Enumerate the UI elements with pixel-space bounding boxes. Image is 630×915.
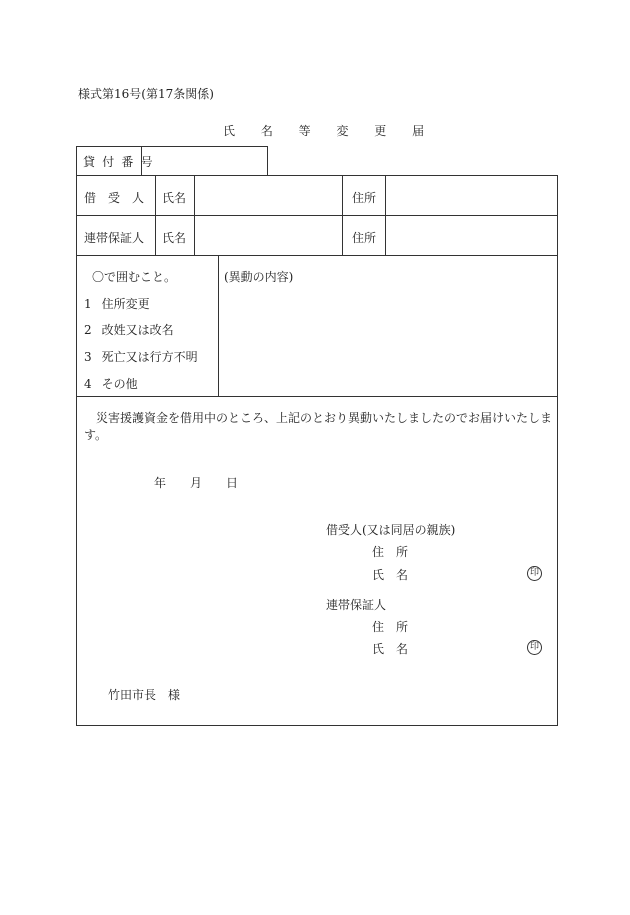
guarantor-label: 連帯保証人 [84, 231, 145, 245]
change-details-label: (異動の内容) [224, 270, 294, 284]
divider [155, 175, 156, 255]
option-number: 1 [84, 297, 92, 311]
option-item[interactable] [84, 375, 138, 392]
guarantor-name-field[interactable] [198, 225, 338, 247]
title-char: 変 [336, 124, 349, 138]
loan-number-label: 貸付番号 [83, 155, 160, 169]
divider [76, 215, 558, 216]
statement-text: 災害援護資金を借用中のところ、上記のとおり異動いたしましたのでお届けいたします。 [84, 411, 553, 442]
option-number: 3 [84, 350, 92, 364]
seal-icon: 印 [527, 566, 542, 581]
addressee: 竹田市長 様 [108, 688, 181, 702]
borrower-address-label: 住所 [352, 191, 377, 205]
option-number: 2 [84, 323, 92, 337]
guarantor-name-label: 氏名 [162, 231, 187, 245]
date-day: 日 [226, 476, 239, 490]
signer-borrower-address-label: 住 所 [372, 545, 409, 559]
option-label: 住所変更 [101, 297, 150, 311]
borrower-name-field[interactable] [198, 185, 338, 207]
borrower-name-label: 氏名 [162, 191, 187, 205]
date-month: 月 [190, 476, 203, 490]
date-year: 年 [154, 476, 167, 490]
signer-borrower-title: 借受人(又は同居の親族) [326, 523, 456, 537]
seal-icon: 印 [527, 640, 542, 655]
option-item[interactable] [84, 295, 150, 312]
option-item[interactable] [84, 348, 198, 365]
title-char: 氏 [222, 124, 235, 138]
form-title [212, 122, 435, 139]
signer-guarantor-title: 連帯保証人 [326, 598, 387, 612]
signer-borrower-name-label: 氏 名 [372, 568, 409, 582]
form-frame [76, 175, 558, 726]
divider [218, 255, 219, 396]
options-note: 〇で囲むこと。 [92, 270, 177, 284]
title-char: 更 [374, 124, 387, 138]
divider [385, 175, 386, 255]
option-item[interactable] [84, 321, 174, 338]
option-label: その他 [101, 377, 138, 391]
borrower-label: 借 受 人 [84, 191, 145, 205]
option-label: 改姓又は改名 [101, 323, 174, 337]
form-number: 様式第16号(第17条関係) [78, 87, 214, 101]
title-char: 等 [298, 124, 311, 138]
guarantor-address-label: 住所 [352, 231, 377, 245]
borrower-address-field[interactable] [390, 185, 552, 207]
option-number: 4 [84, 377, 92, 391]
signer-guarantor-address-label: 住 所 [372, 620, 409, 634]
divider [76, 396, 558, 397]
divider [342, 175, 343, 255]
title-char: 届 [412, 124, 425, 138]
divider [76, 255, 558, 256]
signer-guarantor-name-label: 氏 名 [372, 642, 409, 656]
option-label: 死亡又は行方不明 [101, 350, 198, 364]
title-char: 名 [260, 124, 273, 138]
divider [194, 175, 195, 255]
guarantor-address-field[interactable] [390, 225, 552, 247]
loan-number-field[interactable] [146, 153, 262, 169]
